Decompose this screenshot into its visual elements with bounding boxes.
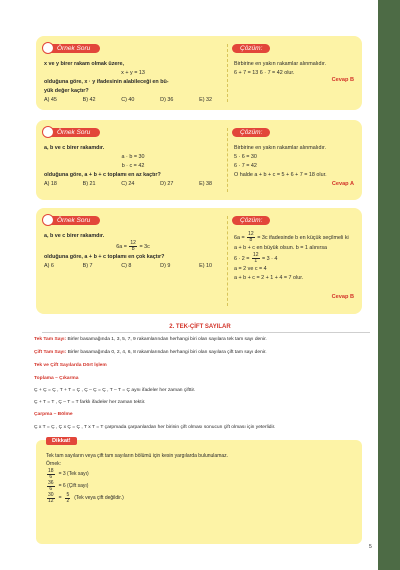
fraction: $\frac{12}{1}$: [252, 252, 259, 265]
answer-label: Cevap B: [331, 294, 354, 300]
ornek-soru-tab: Örnek Soru: [42, 127, 100, 137]
fraction: $\frac{5}{2}$: [66, 491, 70, 504]
tek-definition: Tek Tam Sayı: Birler basamağında 1, 3, 5, 7, 9 rakamlarından herhangi biri olan sayılara tek tam sayı denir.: [34, 337, 267, 342]
carpma-heading: Çarpma – Bölme: [34, 412, 73, 417]
cozum-tab: Çözüm:: [232, 215, 270, 225]
dikkat-tab: Dikkat!: [46, 437, 77, 445]
example-box-2: [36, 120, 362, 200]
o-icon: [42, 42, 54, 54]
fraction: $\frac{18}{6}$: [48, 467, 54, 480]
fraction: $\frac{30}{12}$: [48, 491, 54, 504]
ornek-soru-tab: Örnek Soru: [42, 215, 100, 225]
cift-definition: Çift Tam Sayı: Birler basamağında 0, 2, 4, 6, 8 rakamlarından herhangi biri olan sayılara çift tam sayı denir.: [34, 350, 267, 355]
fraction: $\frac{36}{6}$: [48, 479, 54, 492]
page-number: 5: [369, 544, 372, 550]
dikkat-body: Tek tam sayıların veya çift tam sayıların bölümü için kesin yargılarda bulunulamaz. Örnek: $\frac{18}{6}$ = 3 (Tek sayı) $\frac{36}{6}$ = 6 (Çift sayı) $\frac{30}{12}$ = $\frac{5}{2}$ (Tek veya çift değildir.): [46, 453, 229, 504]
equation: 6 · 2 = $\frac{12}{1}$ = 3 · 4: [234, 252, 278, 265]
solution: Birbirine en yakın rakamlar alınmalıdır. 6 + 7 = 13 6 · 7 = 42 olur.: [234, 61, 326, 76]
example-box-1: [36, 36, 362, 110]
section-title: 2. TEK-ÇİFT SAYILAR: [169, 324, 231, 330]
divider: [227, 216, 228, 306]
example-box-3: [36, 208, 362, 314]
question: x ve y birer rakam olmak üzere, x + y = 13 olduğuna göre, x · y ifadesinin alabileceği en bü- yük değer kaçtır? A) 45 B) 42 C) 40 D) 36 E) 32: [44, 60, 222, 105]
options: A) 18 B) 21 C) 24 D) 27 E) 38: [44, 181, 212, 187]
cozum-tab: Çözüm:: [232, 43, 270, 53]
section-rule: [42, 332, 370, 333]
fraction: $\frac{12}{b}$: [130, 240, 136, 253]
example-row: $\frac{30}{12}$ = $\frac{5}{2}$ (Tek veya çift değildir.): [48, 491, 124, 504]
toplama-line-2: Ç + T = T , Ç – T = T farklı ifadeler her zaman tektir.: [34, 400, 146, 405]
options: A) 45 B) 42 C) 40 D) 36 E) 32: [44, 97, 212, 103]
equation: 6a = $\frac{12}{b}$ = 3c: [116, 240, 150, 253]
example-row: $\frac{36}{6}$ = 6 (Çift sayı): [48, 479, 89, 492]
cozum-tab: Çözüm:: [232, 127, 270, 137]
toplama-heading: Toplama – Çıkarma: [34, 376, 79, 381]
divider: [227, 128, 228, 192]
options: A) 6 B) 7 C) 8 D) 9 E) 10: [44, 263, 212, 269]
dikkat-box: [36, 440, 362, 544]
dort-islem-heading: Tek ve Çift Sayılarda Dört İşlem: [34, 363, 107, 368]
equation: 6a = $\frac{12}{b}$ = 3c ifadesinde b en küçük seçilmeli ki: [234, 231, 349, 244]
carpma-line: Ç x T = Ç , Ç x Ç = Ç , T x T = T çarpmada çarpanlardan her birinin çift olması sonucun çift olması için yeterlidir.: [34, 425, 276, 430]
toplama-line-1: Ç + Ç = Ç , T + T = Ç , Ç – Ç = Ç , T – T = Ç aynı ifadeler her zaman çifttir.: [34, 388, 196, 393]
o-icon: [42, 126, 54, 138]
question: a, b ve c birer rakamdır. a · b = 30 b · c = 42 olduğuna göre, a + b + c toplamı en az kaçtır? A) 18 B) 21 C) 24 D) 27 E) 38: [44, 144, 222, 189]
ornek-soru-tab: Örnek Soru: [42, 43, 100, 53]
question: a, b ve c birer rakamdır. 6a = $\frac{12}{b}$ = 3c olduğuna göre, a + b + c toplamı en çok kaçtır? A) 6 B) 7 C) 8 D) 9 E) 10: [44, 232, 222, 271]
side-bar: [378, 0, 400, 570]
answer-label: Cevap B: [331, 77, 354, 83]
example-row: $\frac{18}{6}$ = 3 (Tek sayı): [48, 467, 89, 480]
solution: 6a = $\frac{12}{b}$ = 3c ifadesinde b en küçük seçilmeli ki a + b + c en büyük olsun. b = 1 alınırsa 6 · 2 = $\frac{12}{1}$ = 3 · 4 a = 2 ve c = 4 a + b + c = 2 + 1 + 4 = 7 olur.: [234, 232, 356, 283]
divider: [227, 44, 228, 102]
solution: Birbirine en yakın rakamlar alınmalıdır. 5 · 6 = 30 6 · 7 = 42 O halde a + b + c = 5 + 6 + 7 = 18 olur.: [234, 145, 327, 178]
answer-label: Cevap A: [331, 181, 354, 187]
fraction: $\frac{12}{b}$: [248, 231, 254, 244]
o-icon: [42, 214, 54, 226]
